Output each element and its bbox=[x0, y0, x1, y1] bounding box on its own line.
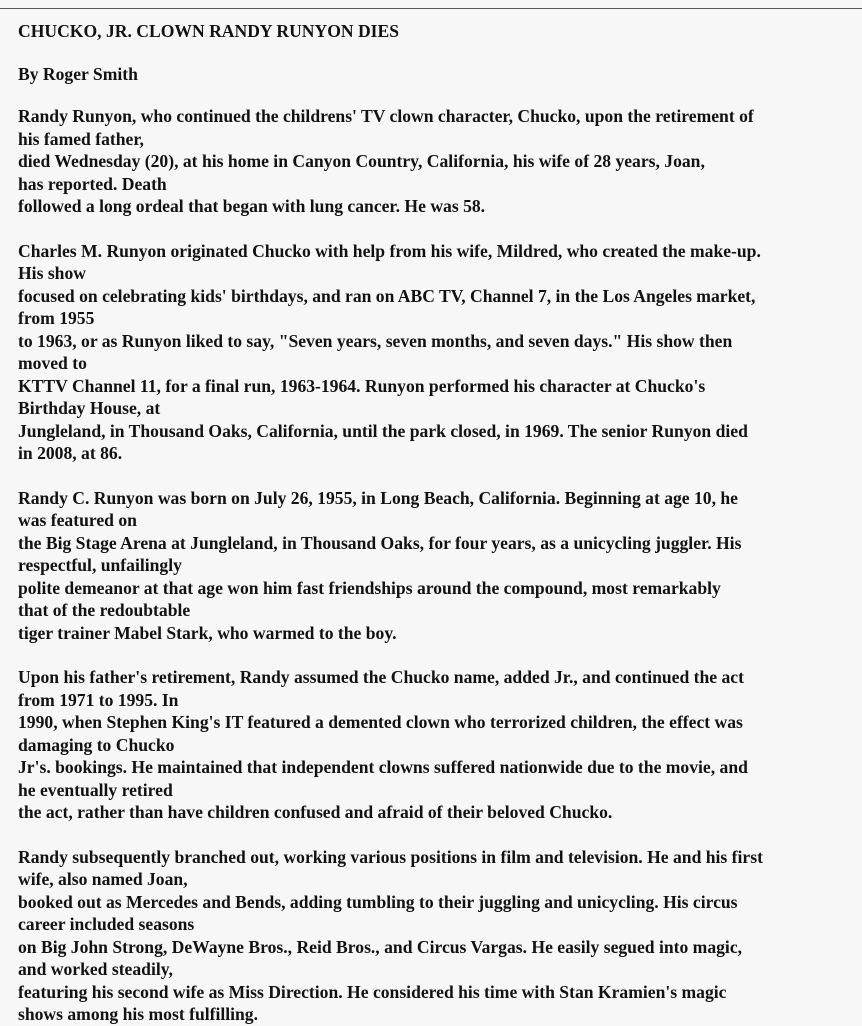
paragraph-line: His show bbox=[18, 263, 86, 283]
article-paragraph-3 bbox=[18, 487, 862, 645]
paragraph-line: from 1971 to 1995. In bbox=[18, 689, 179, 710]
paragraph-line: Randy C. Runyon was born on July 26, 1955, in Long Beach, California. Beginning at age 10, he bbox=[18, 487, 738, 508]
paragraph-line: followed a long ordeal that began with lung cancer. He was 58. bbox=[18, 196, 486, 216]
paragraph-line: he eventually retired bbox=[18, 779, 173, 800]
paragraph-line: on Big John Strong, DeWayne Bros., Reid Bros., and Circus Vargas. He easily segued into magic, bbox=[18, 936, 743, 957]
paragraph-line: that of the redoubtable bbox=[18, 600, 191, 620]
paragraph-line: in 2008, at 86. bbox=[18, 443, 123, 463]
paragraph-line: Randy subsequently branched out, working various positions in film and television. He and his first bbox=[18, 846, 763, 867]
paragraph-line: 1990, when Stephen King's IT featured a demented clown who terrorized children, the effect was bbox=[18, 712, 743, 732]
article-headline: CHUCKO, JR. CLOWN RANDY RUNYON DIES bbox=[18, 21, 400, 41]
article-paragraph-5 bbox=[18, 846, 862, 1026]
paragraph-line: damaging to Chucko bbox=[18, 734, 175, 755]
article-paragraph-4 bbox=[18, 666, 862, 824]
paragraph-line: tiger trainer Mabel Stark, who warmed to the boy. bbox=[18, 622, 397, 643]
paragraph-line: Upon his father's retirement, Randy assumed the Chucko name, added Jr., and continued the act bbox=[18, 667, 744, 687]
paragraph-line: shows among his most fulfilling. bbox=[18, 1004, 259, 1024]
paragraph-line: to 1963, or as Runyon liked to say, "Seven years, seven months, and seven days." His show then bbox=[18, 330, 733, 351]
paragraph-line: the Big Stage Arena at Jungleland, in Thousand Oaks, for four years, as a unicycling juggler. His bbox=[18, 532, 742, 553]
paragraph-line: KTTV Channel 11, for a final run, 1963-1964. Runyon performed his character at Chucko's bbox=[18, 375, 706, 396]
paragraph-line: career included seasons bbox=[18, 914, 195, 934]
paragraph-line: booked out as Mercedes and Bends, adding tumbling to their juggling and unicycling. His circus bbox=[18, 891, 738, 912]
article-paragraph-1 bbox=[18, 105, 862, 218]
top-rule-divider bbox=[0, 8, 862, 9]
paragraph-line: Randy Runyon, who continued the childrens' TV clown character, Chucko, upon the retirement of bbox=[18, 106, 754, 126]
paragraph-line: moved to bbox=[18, 353, 87, 373]
paragraph-line: respectful, unfailingly bbox=[18, 555, 182, 575]
paragraph-line: wife, also named Joan, bbox=[18, 869, 188, 889]
paragraph-line: Jungleland, in Thousand Oaks, California, until the park closed, in 1969. The senior Runyon died bbox=[18, 420, 748, 441]
article-byline: By Roger Smith bbox=[18, 64, 138, 84]
paragraph-line: has reported. Death bbox=[18, 173, 167, 194]
paragraph-line: Jr's. bookings. He maintained that independent clowns suffered nationwide due to the movie, and bbox=[18, 757, 748, 777]
paragraph-line: Birthday House, at bbox=[18, 398, 161, 418]
article-page bbox=[18, 20, 862, 1026]
paragraph-line: featuring his second wife as Miss Direction. He considered his time with Stan Kramien's magic bbox=[18, 981, 727, 1002]
paragraph-line: polite demeanor at that age won him fast friendships around the compound, most remarkably bbox=[18, 577, 721, 598]
paragraph-line: focused on celebrating kids' birthdays, and ran on ABC TV, Channel 7, in the Los Angeles market, bbox=[18, 285, 756, 306]
paragraph-line: and worked steadily, bbox=[18, 959, 173, 979]
paragraph-line: Charles M. Runyon originated Chucko with help from his wife, Mildred, who created the make-up. bbox=[18, 240, 761, 261]
paragraph-line: was featured on bbox=[18, 510, 137, 530]
paragraph-line: died Wednesday (20), at his home in Canyon Country, California, his wife of 28 years, Joan, bbox=[18, 151, 705, 171]
article-paragraph-2 bbox=[18, 240, 862, 465]
paragraph-line: the act, rather than have children confused and afraid of their beloved Chucko. bbox=[18, 802, 613, 822]
paragraph-line: from 1955 bbox=[18, 308, 95, 328]
paragraph-line: his famed father, bbox=[18, 128, 144, 149]
